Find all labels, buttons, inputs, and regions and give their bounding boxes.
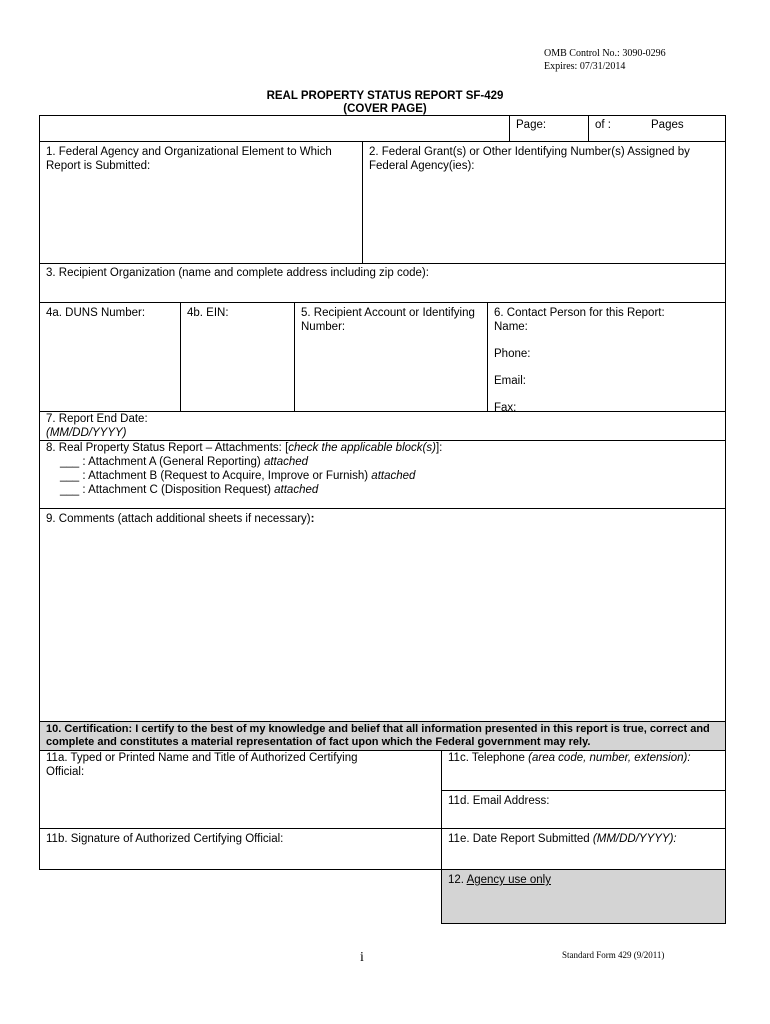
field-5-recipient-account[interactable]: 5. Recipient Account or Identifying Number: (301, 307, 475, 333)
field-4a-duns-number[interactable]: 4a. DUNS Number: (46, 307, 146, 319)
field-4b-ein[interactable]: 4b. EIN: (187, 307, 229, 319)
field-6-phone[interactable]: Phone: (494, 348, 531, 360)
field-6-title: 6. Contact Person for this Report: (494, 307, 665, 319)
field-10-certification: 10. Certification: I certify to the best of my knowledge and belief that all information presented in this report is true, correct and complete and constitutes a material representation of fact upon which the Federal government may rely. (46, 723, 710, 748)
field-11e-date-submitted[interactable]: 11e. Date Report Submitted (MM/DD/YYYY): (448, 833, 677, 845)
field-8-attachments (40, 440, 725, 500)
form-title: REAL PROPERTY STATUS REPORT SF-429 (266, 90, 504, 102)
field-11b-signature[interactable]: 11b. Signature of Authorized Certifying Official: (46, 833, 284, 845)
field-3-recipient-organization[interactable]: 3. Recipient Organization (name and complete address including zip code): (46, 267, 429, 279)
page-label: Page: (516, 119, 547, 131)
attachment-a-blank[interactable]: ___ (60, 456, 80, 468)
omb-control-block (544, 47, 666, 73)
field-6-name[interactable]: Name: (494, 321, 528, 333)
attachment-b-blank[interactable]: ___ (60, 470, 80, 482)
field-9-comments[interactable]: 9. Comments (attach additional sheets if necessary): (46, 513, 315, 525)
pages-label: Pages (651, 119, 684, 131)
field-6-fax[interactable]: Fax: (494, 402, 517, 414)
field-7-label: 7. Report End Date: (46, 413, 148, 425)
omb-expiration: Expires: 07/31/2014 (544, 61, 626, 72)
omb-control-number: OMB Control No.: 3090-0296 (544, 48, 666, 59)
field-2-federal-grant-number[interactable]: 2. Federal Grant(s) or Other Identifying Number(s) Assigned by Federal Agency(ies): (369, 146, 690, 172)
attachment-b-option[interactable]: ___ : Attachment B (Request to Acquire, Improve or Furnish) attached (60, 470, 416, 482)
field-6-email[interactable]: Email: (494, 375, 526, 387)
field-11d-email[interactable]: 11d. Email Address: (448, 795, 550, 807)
attachment-c-blank[interactable]: ___ (60, 484, 80, 496)
field-11a-certifying-official-name[interactable]: 11a. Typed or Printed Name and Title of Authorized Certifying Official: (46, 752, 358, 778)
field-11c-telephone[interactable]: 11c. Telephone (area code, number, extension): (448, 752, 691, 764)
attachment-c-option[interactable]: ___ : Attachment C (Disposition Request) attached (60, 484, 319, 496)
field-7-report-end-date[interactable] (40, 411, 340, 443)
form-id: Standard Form 429 (9/2011) (562, 950, 665, 960)
field-1-federal-agency[interactable]: 1. Federal Agency and Organizational Element to Which Report is Submitted: (46, 146, 332, 172)
field-12-agency-use: 12. Agency use only (448, 874, 551, 886)
of-label: of : (595, 119, 611, 131)
field-6-contact-person[interactable] (488, 303, 725, 418)
page-number: i (360, 950, 364, 965)
field-8-label: 8. Real Property Status Report – Attachments: [check the applicable block(s)]: (46, 442, 443, 454)
attachment-a-option[interactable]: ___ : Attachment A (General Reporting) attached (60, 456, 309, 468)
field-7-format: (MM/DD/YYYY) (46, 427, 127, 439)
form-subtitle: (COVER PAGE) (343, 103, 427, 115)
